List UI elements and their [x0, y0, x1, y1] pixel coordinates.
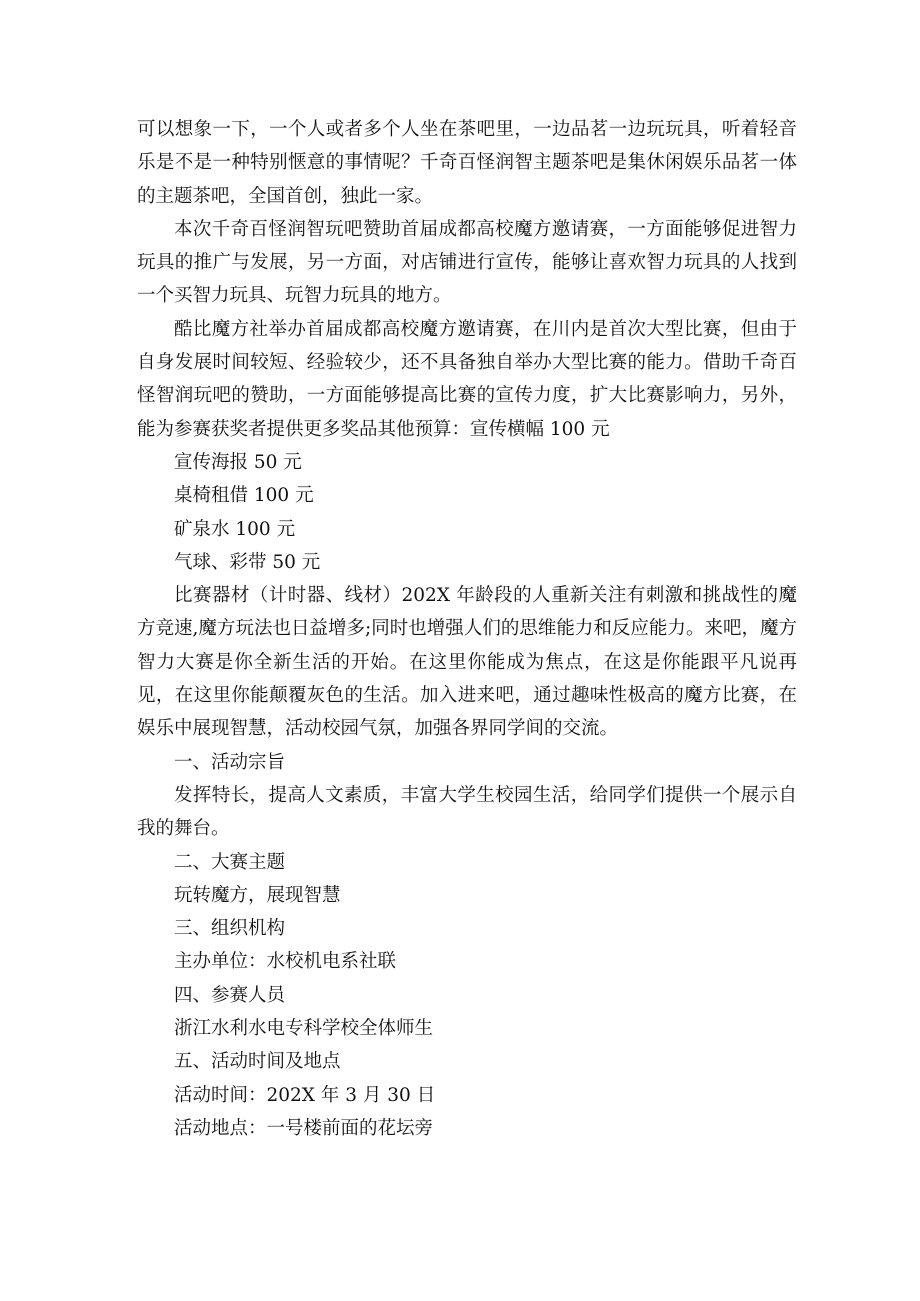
paragraph-organizer: 酷比魔方社举办首届成都高校魔方邀请赛，在川内是首次大型比赛，但由于自身发展时间较短、经验较少，还不具备独自举办大型比赛的能力。借助千奇百怪智润玩吧的赞助，一方面能够提高比赛的宣传力度，扩大比赛影响力，另外，能为参赛获奖者提供更多奖品其他预算：宣传横幅 100 元	[137, 318, 797, 440]
paragraph-purpose: 发挥特长，提高人文素质，丰富大学生校园生活，给同学们提供一个展示自我的舞台。	[137, 784, 797, 840]
paragraph-theme: 玩转魔方，展现智慧	[174, 884, 341, 906]
budget-item-water: 矿泉水 100 元	[174, 518, 296, 540]
budget-item-poster: 宣传海报 50 元	[174, 451, 302, 473]
section-heading-participants: 四、参赛人员	[174, 984, 286, 1006]
budget-item-furniture: 桌椅租借 100 元	[174, 485, 314, 507]
paragraph-host: 主办单位：水校机电系社联	[174, 951, 397, 973]
section-heading-organization: 三、组织机构	[174, 918, 286, 940]
paragraph-time: 活动时间：202X 年 3 月 30 日	[174, 1084, 436, 1106]
budget-item-balloons: 气球、彩带 50 元	[174, 551, 321, 573]
document-body	[137, 113, 797, 1145]
paragraph-participants: 浙江水利水电专科学校全体师生	[174, 1018, 434, 1040]
paragraph-place: 活动地点：一号楼前面的花坛旁	[174, 1117, 434, 1139]
section-heading-purpose: 一、活动宗旨	[174, 751, 286, 773]
paragraph-equipment: 比赛器材（计时器、线材）202X 年龄段的人重新关注有刺激和挑战性的魔方竞速,魔方玩法也日益增多;同时也增强人们的思维能力和反应能力。来吧，魔方智力大赛是你全新生活的开始。在这里你能成为焦点，在这是你能跟平凡说再见，在这里你能颠覆灰色的生活。加入进来吧，通过趣味性极高的魔方比赛，在娱乐中展现智慧，活动校园气氛，加强各界同学间的交流。	[137, 585, 797, 740]
paragraph-intro: 可以想象一下，一个人或者多个人坐在茶吧里，一边品茗一边玩玩具，听着轻音乐是不是一种特别惬意的事情呢？千奇百怪润智主题茶吧是集休闲娱乐品茗一体的主题茶吧，全国首创，独此一家。	[137, 119, 797, 207]
section-heading-theme: 二、大赛主题	[174, 851, 286, 873]
paragraph-sponsor: 本次千奇百怪润智玩吧赞助首届成都高校魔方邀请赛，一方面能够促进智力玩具的推广与发展，另一方面，对店铺进行宣传，能够让喜欢智力玩具的人找到一个买智力玩具、玩智力玩具的地方。	[137, 218, 797, 307]
section-heading-time-place: 五、活动时间及地点	[174, 1051, 341, 1073]
